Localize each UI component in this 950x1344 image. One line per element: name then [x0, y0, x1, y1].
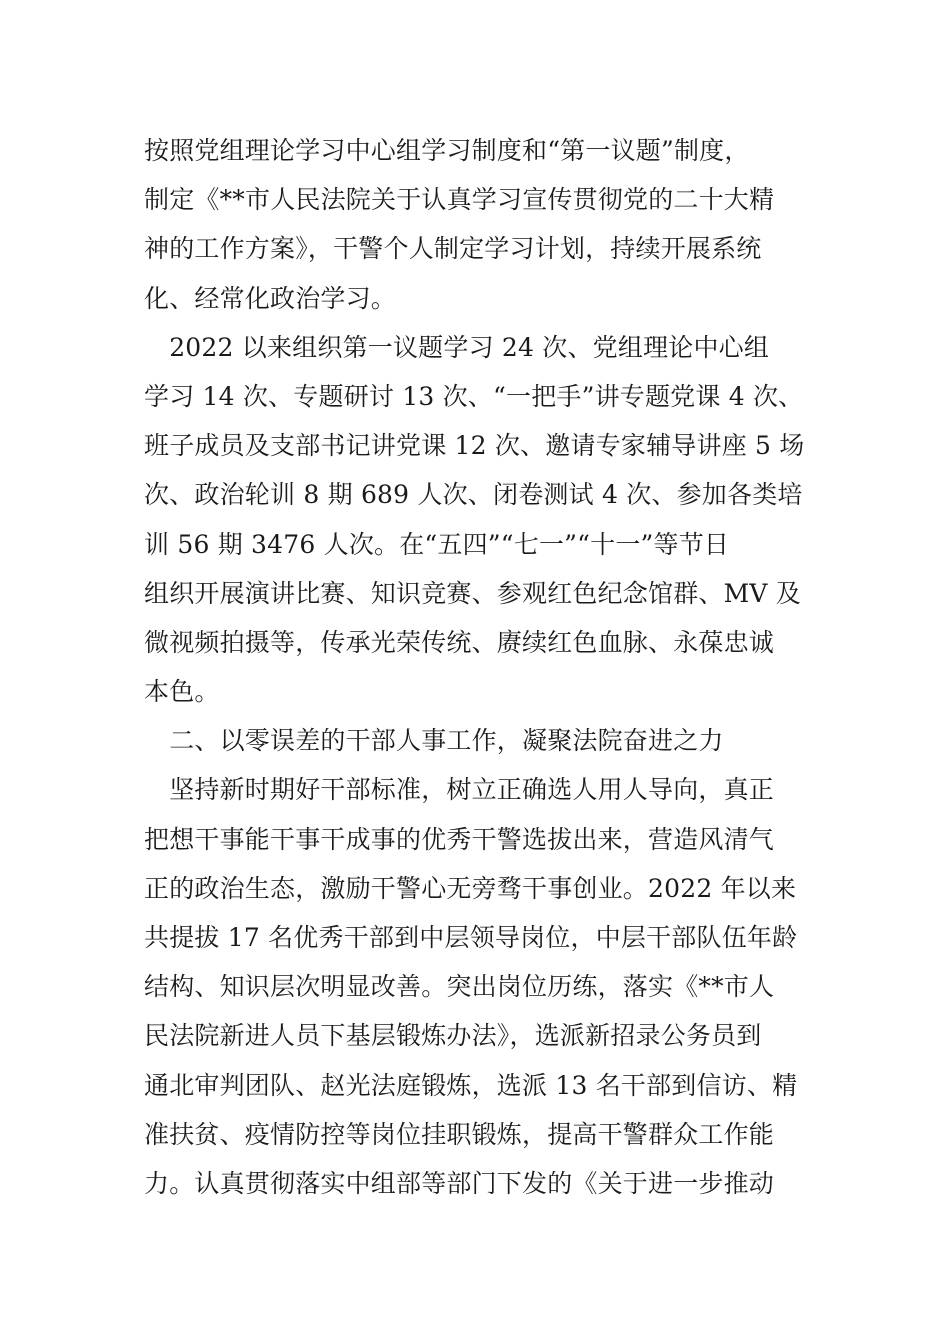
- text-line-8: 次、政治轮训 8 期 689 人次、闭卷测试 4 次、参加各类培: [144, 480, 803, 510]
- text-line-19: 民法院新进人员下基层锻炼办法》，选派新招录公务员到: [144, 1021, 762, 1051]
- text-line-5: 2022 以来组织第一议题学习 24 次、党组理论中心组: [144, 332, 770, 362]
- text-line-10: 组织开展演讲比赛、知识竞赛、参观红色纪念馆群、MV 及: [144, 578, 802, 608]
- text-line-14: 坚持新时期好干部标准，树立正确选人用人导向，真正: [144, 775, 775, 805]
- text-line-9: 训 56 期 3476 人次。在“五四”“七一”“十一”等节日: [144, 529, 730, 559]
- text-line-4: 化、经常化政治学习。: [144, 283, 397, 313]
- document-body: [144, 126, 824, 1208]
- text-line-18: 结构、知识层次明显改善。突出岗位历练，落实《**市人: [144, 972, 775, 1002]
- section-heading-2: 二、以零误差的干部人事工作，凝聚法院奋进之力: [144, 726, 724, 756]
- text-line-21: 准扶贫、疫情防控等岗位挂职锻炼，提高干警群众工作能: [144, 1119, 775, 1149]
- text-line-22: 力。认真贯彻落实中组部等部门下发的《关于进一步推动: [144, 1168, 775, 1198]
- text-line-15: 把想干事能干事干成事的优秀干警选拔出来，营造风清气: [144, 824, 775, 854]
- text-line-3: 神的工作方案》，干警个人制定学习计划，持续开展系统: [144, 234, 762, 264]
- text-line-20: 通北审判团队、赵光法庭锻炼，选派 13 名干部到信访、精: [144, 1070, 798, 1100]
- text-line-2: 制定《**市人民法院关于认真学习宣传贯彻党的二十大精: [144, 185, 775, 215]
- text-line-7: 班子成员及支部书记讲党课 12 次、邀请专家辅导讲座 5 场: [144, 431, 805, 461]
- text-line-17: 共提拔 17 名优秀干部到中层领导岗位，中层干部队伍年龄: [144, 923, 798, 952]
- text-line-12: 本色。: [144, 677, 220, 707]
- text-line-1: 按照党组理论学习中心组学习制度和“第一议题”制度，: [144, 136, 750, 165]
- text-line-11: 微视频拍摄等，传承光荣传统、赓续红色血脉、永葆忠诚: [144, 627, 775, 657]
- text-line-6: 学习 14 次、专题研讨 13 次、“一把手”讲专题党课 4 次、: [144, 381, 804, 411]
- text-line-16: 正的政治生态，激励干警心无旁骛干事创业。2022 年以来: [144, 873, 797, 903]
